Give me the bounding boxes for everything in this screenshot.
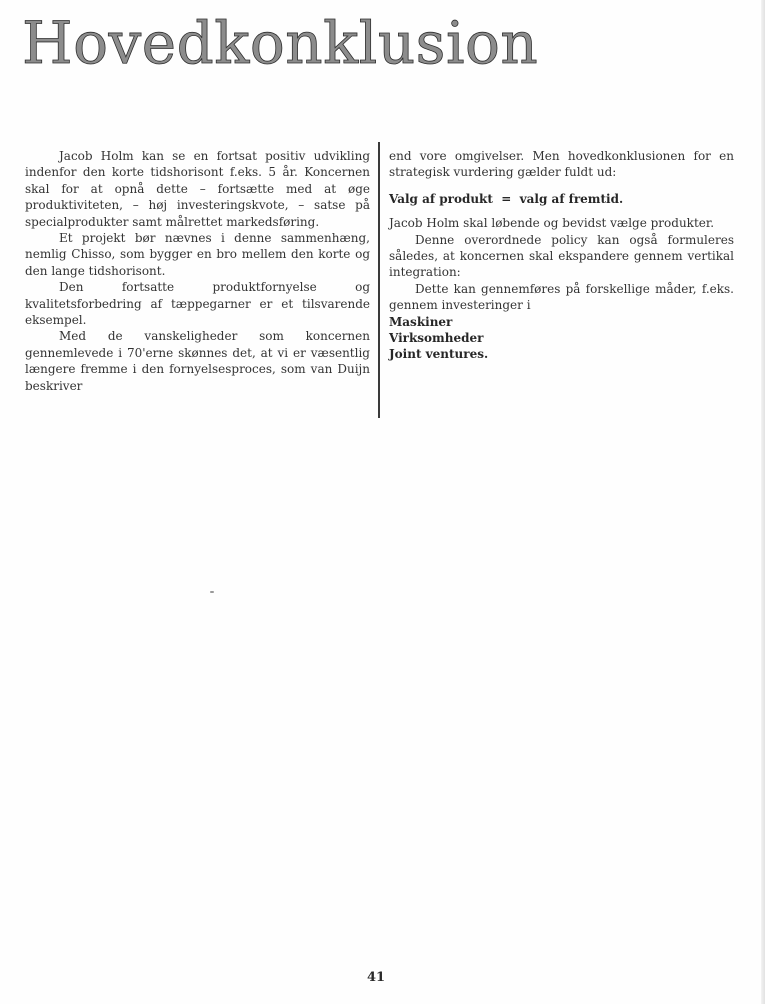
right-paragraph-2: Denne overordnede policy kan også formuleres således, at koncernen skal ekspandere gennem vertikal integration:: [389, 232, 734, 280]
paper-speck: [210, 591, 214, 593]
left-paragraph-1: Jacob Holm kan se en fortsat positiv udvikling indenfor den korte tidshorisont f.eks. 5 år. Koncernen skal for at opnå dette – fortsætte med at øge produktiviteten, – høj investeringskvote, – satse på specialprodukter samt målrettet markedsføring.: [25, 149, 370, 229]
page-title: Hovedkonklusion: [22, 9, 539, 77]
list-item-companies: Virksomheder: [389, 331, 484, 346]
left-text-column: [25, 148, 370, 394]
list-item-joint-ventures: Joint ventures.: [389, 347, 489, 362]
right-paragraph-1: Jacob Holm skal løbende og bevidst vælge produkter.: [389, 216, 715, 231]
right-text-column: [389, 148, 734, 363]
left-paragraph-2: Et projekt bør nævnes i denne sammenhæng, nemlig Chisso, som bygger en bro mellem den korte og den lange tidshorisont.: [25, 231, 370, 278]
page-edge-shadow: [761, 0, 765, 1004]
list-item-machines: Maskiner: [389, 314, 453, 329]
right-intro-paragraph: end vore omgivelser. Men hovedkonklusionen for en strategisk vurdering gælder fuldt ud:: [389, 149, 734, 180]
right-paragraph-3: Dette kan gennemføres på forskellige måder, f.eks. gennem investeringer i: [389, 281, 734, 313]
emphasis-statement: Valg af produkt = valg af fremtid.: [389, 191, 624, 206]
left-paragraph-3: Den fortsatte produktfornyelse og kvalitetsforbedring af tæppegarner er et tilsvarende eksempel.: [25, 280, 370, 328]
column-divider: [378, 142, 380, 418]
left-paragraph-4: Med de vanskeligheder som koncernen gennemlevede i 70'erne skønnes det, at vi er væsentlig længere fremme i den fornyelsesproces, som van Duijn beskriver: [25, 329, 370, 393]
page-number: 41: [366, 970, 386, 985]
